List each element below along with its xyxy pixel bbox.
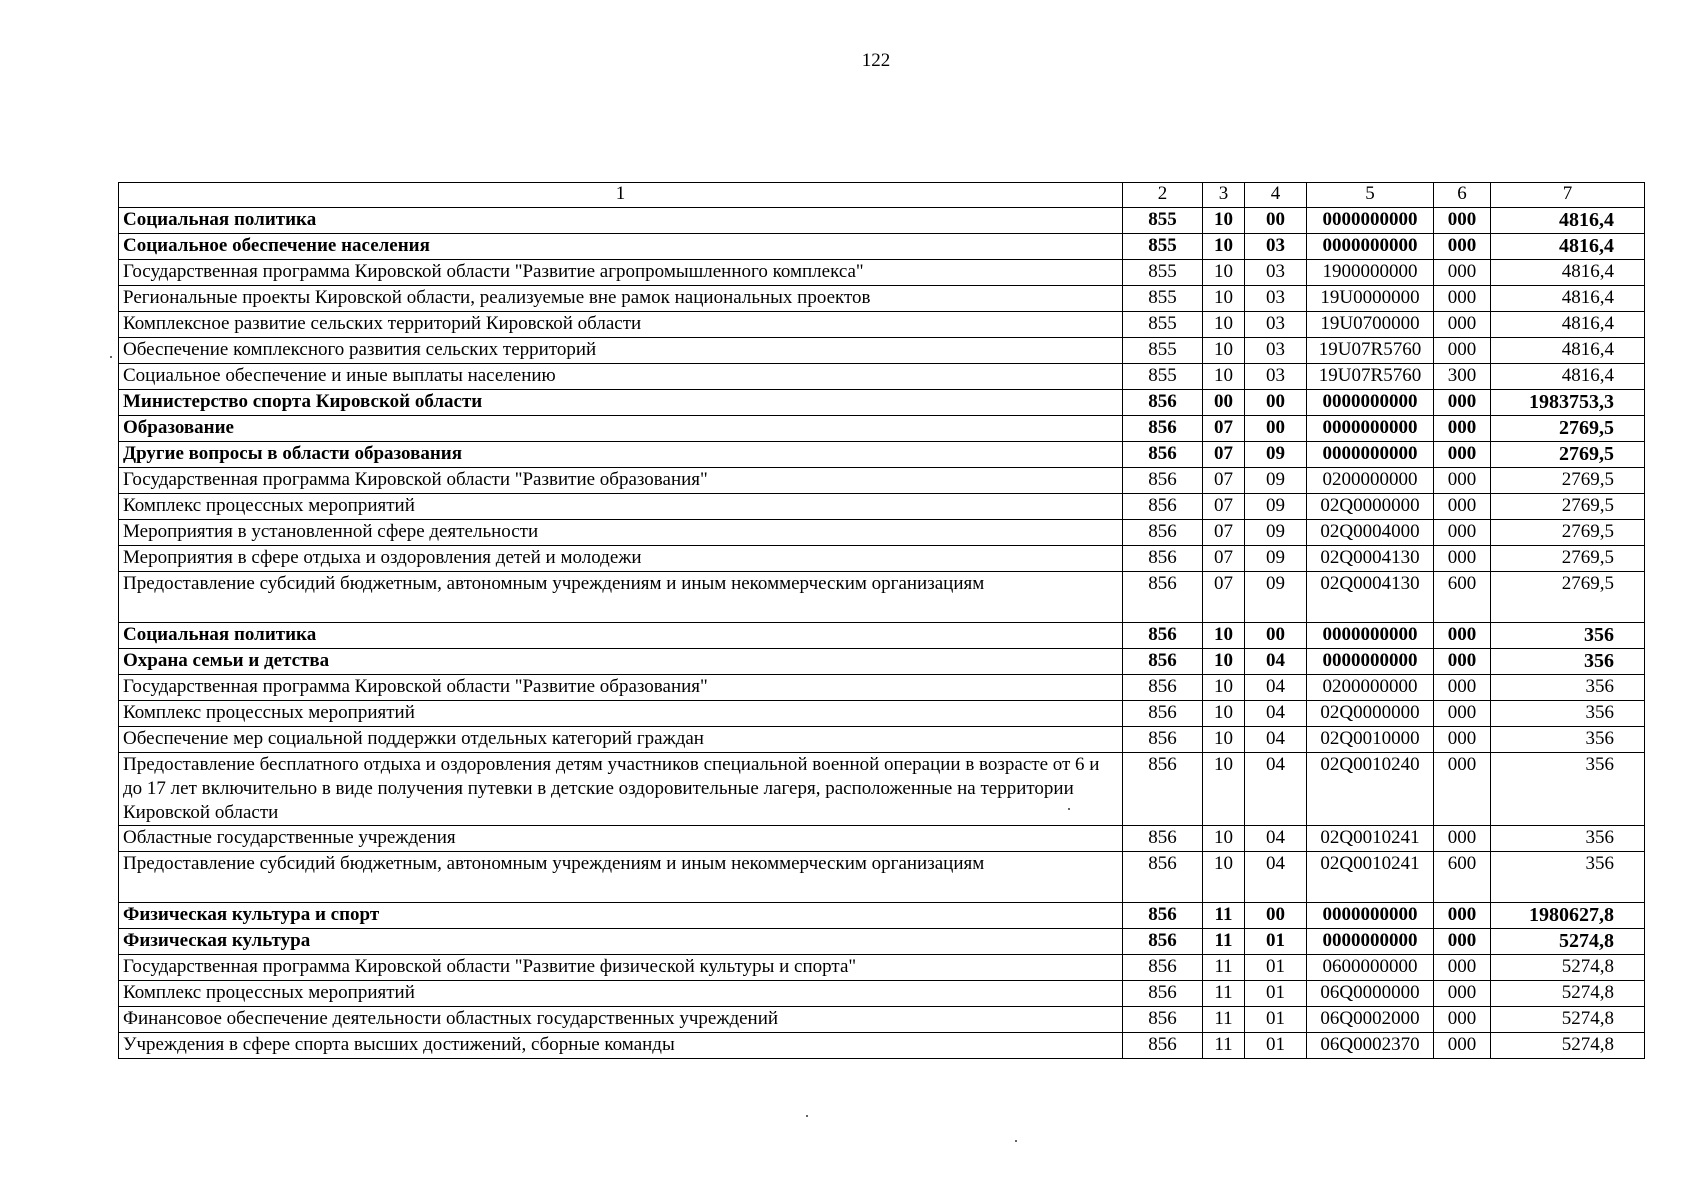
row-col6-cell: 000 [1434, 955, 1491, 981]
row-col4-cell: 04 [1245, 701, 1307, 727]
row-col6-cell: 000 [1434, 286, 1491, 312]
row-name-cell: Охрана семьи и детства [119, 649, 1123, 675]
row-col2-cell: 856 [1123, 903, 1203, 929]
row-col4-cell: 00 [1245, 390, 1307, 416]
row-name-cell: Министерство спорта Кировской области [119, 390, 1123, 416]
row-col3-cell: 10 [1203, 364, 1245, 390]
row-col4-cell: 03 [1245, 234, 1307, 260]
row-col2-cell: 855 [1123, 260, 1203, 286]
row-col3-cell: 07 [1203, 572, 1245, 623]
row-col2-cell: 856 [1123, 1007, 1203, 1033]
table-row [119, 623, 1645, 649]
table-row [119, 701, 1645, 727]
row-col3-cell: 07 [1203, 546, 1245, 572]
table-row [119, 312, 1645, 338]
row-col6-cell: 000 [1434, 649, 1491, 675]
row-col4-cell: 09 [1245, 442, 1307, 468]
row-amount-cell: 5274,8 [1491, 955, 1645, 981]
row-col3-cell: 10 [1203, 727, 1245, 753]
row-name-cell: Предоставление субсидий бюджетным, автономным учреждениям и иным некоммерческим организациям [119, 572, 1123, 623]
table-row [119, 416, 1645, 442]
row-name-cell: Финансовое обеспечение деятельности областных государственных учреждений [119, 1007, 1123, 1033]
row-amount-cell: 4816,4 [1491, 286, 1645, 312]
row-col2-cell: 856 [1123, 546, 1203, 572]
row-col2-cell: 856 [1123, 701, 1203, 727]
row-col5-cell: 0000000000 [1307, 416, 1434, 442]
row-col5-cell: 02Q0000000 [1307, 701, 1434, 727]
row-col4-cell: 04 [1245, 753, 1307, 826]
row-amount-cell: 2769,5 [1491, 546, 1645, 572]
row-col6-cell: 000 [1434, 260, 1491, 286]
row-col4-cell: 01 [1245, 955, 1307, 981]
row-col4-cell: 04 [1245, 727, 1307, 753]
header-col-2: 2 [1123, 183, 1203, 208]
row-col2-cell: 856 [1123, 390, 1203, 416]
row-col3-cell: 10 [1203, 623, 1245, 649]
row-col5-cell: 0000000000 [1307, 442, 1434, 468]
row-col4-cell: 03 [1245, 338, 1307, 364]
row-col4-cell: 04 [1245, 852, 1307, 903]
row-col3-cell: 10 [1203, 852, 1245, 903]
table-row [119, 1007, 1645, 1033]
row-col3-cell: 07 [1203, 494, 1245, 520]
page-number: 122 [861, 50, 891, 71]
row-col3-cell: 07 [1203, 520, 1245, 546]
row-col5-cell: 02Q0010240 [1307, 753, 1434, 826]
row-col6-cell: 000 [1434, 1033, 1491, 1059]
row-col6-cell: 000 [1434, 416, 1491, 442]
row-col4-cell: 09 [1245, 468, 1307, 494]
row-col4-cell: 03 [1245, 286, 1307, 312]
row-col2-cell: 856 [1123, 572, 1203, 623]
header-col-7: 7 [1491, 183, 1645, 208]
row-amount-cell: 2769,5 [1491, 494, 1645, 520]
row-col5-cell: 02Q0004130 [1307, 546, 1434, 572]
row-col4-cell: 00 [1245, 208, 1307, 234]
row-col3-cell: 11 [1203, 929, 1245, 955]
row-col5-cell: 0000000000 [1307, 903, 1434, 929]
header-col-4: 4 [1245, 183, 1307, 208]
row-col5-cell: 0200000000 [1307, 675, 1434, 701]
row-col4-cell: 01 [1245, 929, 1307, 955]
row-col3-cell: 07 [1203, 416, 1245, 442]
scan-speck [110, 356, 112, 358]
row-col4-cell: 03 [1245, 364, 1307, 390]
row-amount-cell: 1983753,3 [1491, 390, 1645, 416]
table-row [119, 826, 1645, 852]
row-amount-cell: 1980627,8 [1491, 903, 1645, 929]
row-name-cell: Государственная программа Кировской области "Развитие образования" [119, 675, 1123, 701]
row-col2-cell: 856 [1123, 929, 1203, 955]
row-name-cell: Мероприятия в сфере отдыха и оздоровления детей и молодежи [119, 546, 1123, 572]
row-col2-cell: 855 [1123, 208, 1203, 234]
scan-speck [1015, 1140, 1017, 1142]
header-col-6: 6 [1434, 183, 1491, 208]
row-amount-cell: 2769,5 [1491, 520, 1645, 546]
row-name-cell: Образование [119, 416, 1123, 442]
row-amount-cell: 356 [1491, 852, 1645, 903]
row-col6-cell: 000 [1434, 701, 1491, 727]
row-col3-cell: 10 [1203, 826, 1245, 852]
row-amount-cell: 5274,8 [1491, 1033, 1645, 1059]
row-col2-cell: 856 [1123, 520, 1203, 546]
row-col4-cell: 04 [1245, 649, 1307, 675]
table-row [119, 338, 1645, 364]
row-col4-cell: 09 [1245, 572, 1307, 623]
row-col3-cell: 10 [1203, 260, 1245, 286]
row-amount-cell: 356 [1491, 649, 1645, 675]
row-name-cell: Социальное обеспечение и иные выплаты населению [119, 364, 1123, 390]
row-amount-cell: 4816,4 [1491, 234, 1645, 260]
row-col5-cell: 02Q0010241 [1307, 826, 1434, 852]
row-amount-cell: 4816,4 [1491, 260, 1645, 286]
row-col4-cell: 00 [1245, 623, 1307, 649]
row-col5-cell: 02Q0010000 [1307, 727, 1434, 753]
row-col2-cell: 856 [1123, 416, 1203, 442]
row-col3-cell: 10 [1203, 234, 1245, 260]
row-col5-cell: 19U07R5760 [1307, 338, 1434, 364]
row-col5-cell: 0000000000 [1307, 390, 1434, 416]
row-col6-cell: 000 [1434, 520, 1491, 546]
row-col3-cell: 10 [1203, 286, 1245, 312]
table-row [119, 364, 1645, 390]
row-col3-cell: 11 [1203, 903, 1245, 929]
row-col6-cell: 000 [1434, 338, 1491, 364]
row-col6-cell: 000 [1434, 468, 1491, 494]
row-col6-cell: 000 [1434, 675, 1491, 701]
row-col5-cell: 02Q0010241 [1307, 852, 1434, 903]
row-col3-cell: 10 [1203, 338, 1245, 364]
row-col5-cell: 0600000000 [1307, 955, 1434, 981]
row-col3-cell: 10 [1203, 312, 1245, 338]
row-col4-cell: 01 [1245, 981, 1307, 1007]
row-name-cell: Мероприятия в установленной сфере деятельности [119, 520, 1123, 546]
row-col2-cell: 855 [1123, 364, 1203, 390]
row-amount-cell: 356 [1491, 727, 1645, 753]
row-name-cell: Физическая культура [119, 929, 1123, 955]
table-row [119, 494, 1645, 520]
row-col6-cell: 000 [1434, 753, 1491, 826]
row-amount-cell: 5274,8 [1491, 981, 1645, 1007]
row-col4-cell: 03 [1245, 312, 1307, 338]
table-row [119, 981, 1645, 1007]
row-col3-cell: 11 [1203, 955, 1245, 981]
row-col5-cell: 0000000000 [1307, 208, 1434, 234]
row-col3-cell: 11 [1203, 1007, 1245, 1033]
row-col5-cell: 02Q0004000 [1307, 520, 1434, 546]
row-col2-cell: 856 [1123, 623, 1203, 649]
budget-table [118, 182, 1645, 1059]
row-col6-cell: 000 [1434, 981, 1491, 1007]
row-name-cell: Региональные проекты Кировской области, реализуемые вне рамок национальных проектов [119, 286, 1123, 312]
table-row [119, 520, 1645, 546]
row-col2-cell: 855 [1123, 286, 1203, 312]
row-col6-cell: 300 [1434, 364, 1491, 390]
row-name-cell: Предоставление бесплатного отдыха и оздоровления детям участников специальной военной операции в возрасте от 6 и до 17 лет включительно в виде получения путевки в детские оздоровительные лагеря, расположенные на территории Кировской области [119, 753, 1123, 826]
row-col6-cell: 000 [1434, 903, 1491, 929]
row-name-cell: Государственная программа Кировской области "Развитие физической культуры и спорта" [119, 955, 1123, 981]
row-col6-cell: 600 [1434, 852, 1491, 903]
row-amount-cell: 356 [1491, 675, 1645, 701]
row-col2-cell: 856 [1123, 981, 1203, 1007]
row-amount-cell: 4816,4 [1491, 208, 1645, 234]
table-row [119, 468, 1645, 494]
row-col5-cell: 06Q0000000 [1307, 981, 1434, 1007]
table-row [119, 442, 1645, 468]
table-row [119, 675, 1645, 701]
row-col3-cell: 11 [1203, 981, 1245, 1007]
row-col2-cell: 856 [1123, 468, 1203, 494]
row-col6-cell: 000 [1434, 826, 1491, 852]
row-col3-cell: 10 [1203, 208, 1245, 234]
row-name-cell: Социальная политика [119, 623, 1123, 649]
row-col6-cell: 000 [1434, 494, 1491, 520]
table-row [119, 1033, 1645, 1059]
row-col5-cell: 19U07R5760 [1307, 364, 1434, 390]
row-col3-cell: 10 [1203, 753, 1245, 826]
row-col2-cell: 856 [1123, 727, 1203, 753]
table-row [119, 546, 1645, 572]
table-row [119, 649, 1645, 675]
row-col3-cell: 11 [1203, 1033, 1245, 1059]
row-name-cell: Обеспечение мер социальной поддержки отдельных категорий граждан [119, 727, 1123, 753]
table-row [119, 903, 1645, 929]
row-col2-cell: 856 [1123, 494, 1203, 520]
row-col6-cell: 000 [1434, 727, 1491, 753]
row-amount-cell: 4816,4 [1491, 312, 1645, 338]
row-name-cell: Комплекс процессных мероприятий [119, 981, 1123, 1007]
row-name-cell: Областные государственные учреждения [119, 826, 1123, 852]
row-col2-cell: 856 [1123, 1033, 1203, 1059]
row-col4-cell: 03 [1245, 260, 1307, 286]
row-name-cell: Физическая культура и спорт [119, 903, 1123, 929]
row-col6-cell: 000 [1434, 546, 1491, 572]
row-col3-cell: 10 [1203, 701, 1245, 727]
row-col6-cell: 600 [1434, 572, 1491, 623]
row-col6-cell: 000 [1434, 390, 1491, 416]
row-col5-cell: 19U0700000 [1307, 312, 1434, 338]
row-col2-cell: 855 [1123, 312, 1203, 338]
row-name-cell: Другие вопросы в области образования [119, 442, 1123, 468]
row-col3-cell: 10 [1203, 675, 1245, 701]
row-amount-cell: 356 [1491, 826, 1645, 852]
header-col-5: 5 [1307, 183, 1434, 208]
row-col4-cell: 04 [1245, 675, 1307, 701]
row-amount-cell: 356 [1491, 701, 1645, 727]
row-name-cell: Социальное обеспечение населения [119, 234, 1123, 260]
table-row [119, 390, 1645, 416]
row-amount-cell: 5274,8 [1491, 1007, 1645, 1033]
row-amount-cell: 2769,5 [1491, 442, 1645, 468]
row-col3-cell: 10 [1203, 649, 1245, 675]
row-col2-cell: 856 [1123, 826, 1203, 852]
table-row [119, 753, 1645, 826]
row-name-cell: Обеспечение комплексного развития сельских территорий [119, 338, 1123, 364]
row-col5-cell: 02Q0004130 [1307, 572, 1434, 623]
row-col3-cell: 00 [1203, 390, 1245, 416]
row-name-cell: Государственная программа Кировской области "Развитие образования" [119, 468, 1123, 494]
row-amount-cell: 2769,5 [1491, 572, 1645, 623]
table-row [119, 286, 1645, 312]
row-col5-cell: 06Q0002370 [1307, 1033, 1434, 1059]
row-name-cell: Предоставление субсидий бюджетным, автономным учреждениям и иным некоммерческим организациям [119, 852, 1123, 903]
row-col5-cell: 0000000000 [1307, 234, 1434, 260]
row-amount-cell: 2769,5 [1491, 416, 1645, 442]
row-amount-cell: 356 [1491, 753, 1645, 826]
table-row [119, 234, 1645, 260]
row-amount-cell: 5274,8 [1491, 929, 1645, 955]
row-col6-cell: 000 [1434, 234, 1491, 260]
header-col-3: 3 [1203, 183, 1245, 208]
row-amount-cell: 4816,4 [1491, 364, 1645, 390]
scan-speck [1068, 808, 1070, 810]
row-col6-cell: 000 [1434, 312, 1491, 338]
row-col3-cell: 07 [1203, 442, 1245, 468]
row-col4-cell: 01 [1245, 1033, 1307, 1059]
row-col2-cell: 856 [1123, 852, 1203, 903]
table-row [119, 929, 1645, 955]
row-col5-cell: 0000000000 [1307, 623, 1434, 649]
row-col4-cell: 01 [1245, 1007, 1307, 1033]
row-col2-cell: 856 [1123, 955, 1203, 981]
table-row [119, 852, 1645, 903]
row-col2-cell: 855 [1123, 338, 1203, 364]
row-col2-cell: 856 [1123, 649, 1203, 675]
row-name-cell: Комплексное развитие сельских территорий Кировской области [119, 312, 1123, 338]
row-col5-cell: 02Q0000000 [1307, 494, 1434, 520]
row-col4-cell: 04 [1245, 826, 1307, 852]
row-amount-cell: 356 [1491, 623, 1645, 649]
row-col4-cell: 00 [1245, 903, 1307, 929]
table-row [119, 727, 1645, 753]
row-col2-cell: 855 [1123, 234, 1203, 260]
row-col5-cell: 0000000000 [1307, 649, 1434, 675]
row-amount-cell: 4816,4 [1491, 338, 1645, 364]
table-row [119, 955, 1645, 981]
row-col6-cell: 000 [1434, 623, 1491, 649]
scan-speck [806, 1115, 808, 1117]
row-col2-cell: 856 [1123, 675, 1203, 701]
row-col5-cell: 06Q0002000 [1307, 1007, 1434, 1033]
row-col3-cell: 07 [1203, 468, 1245, 494]
row-col4-cell: 00 [1245, 416, 1307, 442]
row-col5-cell: 1900000000 [1307, 260, 1434, 286]
row-name-cell: Комплекс процессных мероприятий [119, 701, 1123, 727]
row-name-cell: Социальная политика [119, 208, 1123, 234]
row-col5-cell: 0200000000 [1307, 468, 1434, 494]
row-name-cell: Комплекс процессных мероприятий [119, 494, 1123, 520]
row-col6-cell: 000 [1434, 442, 1491, 468]
table-row [119, 572, 1645, 623]
row-col5-cell: 0000000000 [1307, 929, 1434, 955]
row-col6-cell: 000 [1434, 1007, 1491, 1033]
row-col6-cell: 000 [1434, 929, 1491, 955]
table-header-row [119, 183, 1645, 208]
table-row [119, 208, 1645, 234]
row-name-cell: Учреждения в сфере спорта высших достижений, сборные команды [119, 1033, 1123, 1059]
row-col6-cell: 000 [1434, 208, 1491, 234]
row-amount-cell: 2769,5 [1491, 468, 1645, 494]
row-col2-cell: 856 [1123, 442, 1203, 468]
row-col5-cell: 19U0000000 [1307, 286, 1434, 312]
table-row [119, 260, 1645, 286]
row-col4-cell: 09 [1245, 520, 1307, 546]
row-col2-cell: 856 [1123, 753, 1203, 826]
row-name-cell: Государственная программа Кировской области "Развитие агропромышленного комплекса" [119, 260, 1123, 286]
header-col-1: 1 [119, 183, 1123, 208]
row-col4-cell: 09 [1245, 546, 1307, 572]
row-col4-cell: 09 [1245, 494, 1307, 520]
